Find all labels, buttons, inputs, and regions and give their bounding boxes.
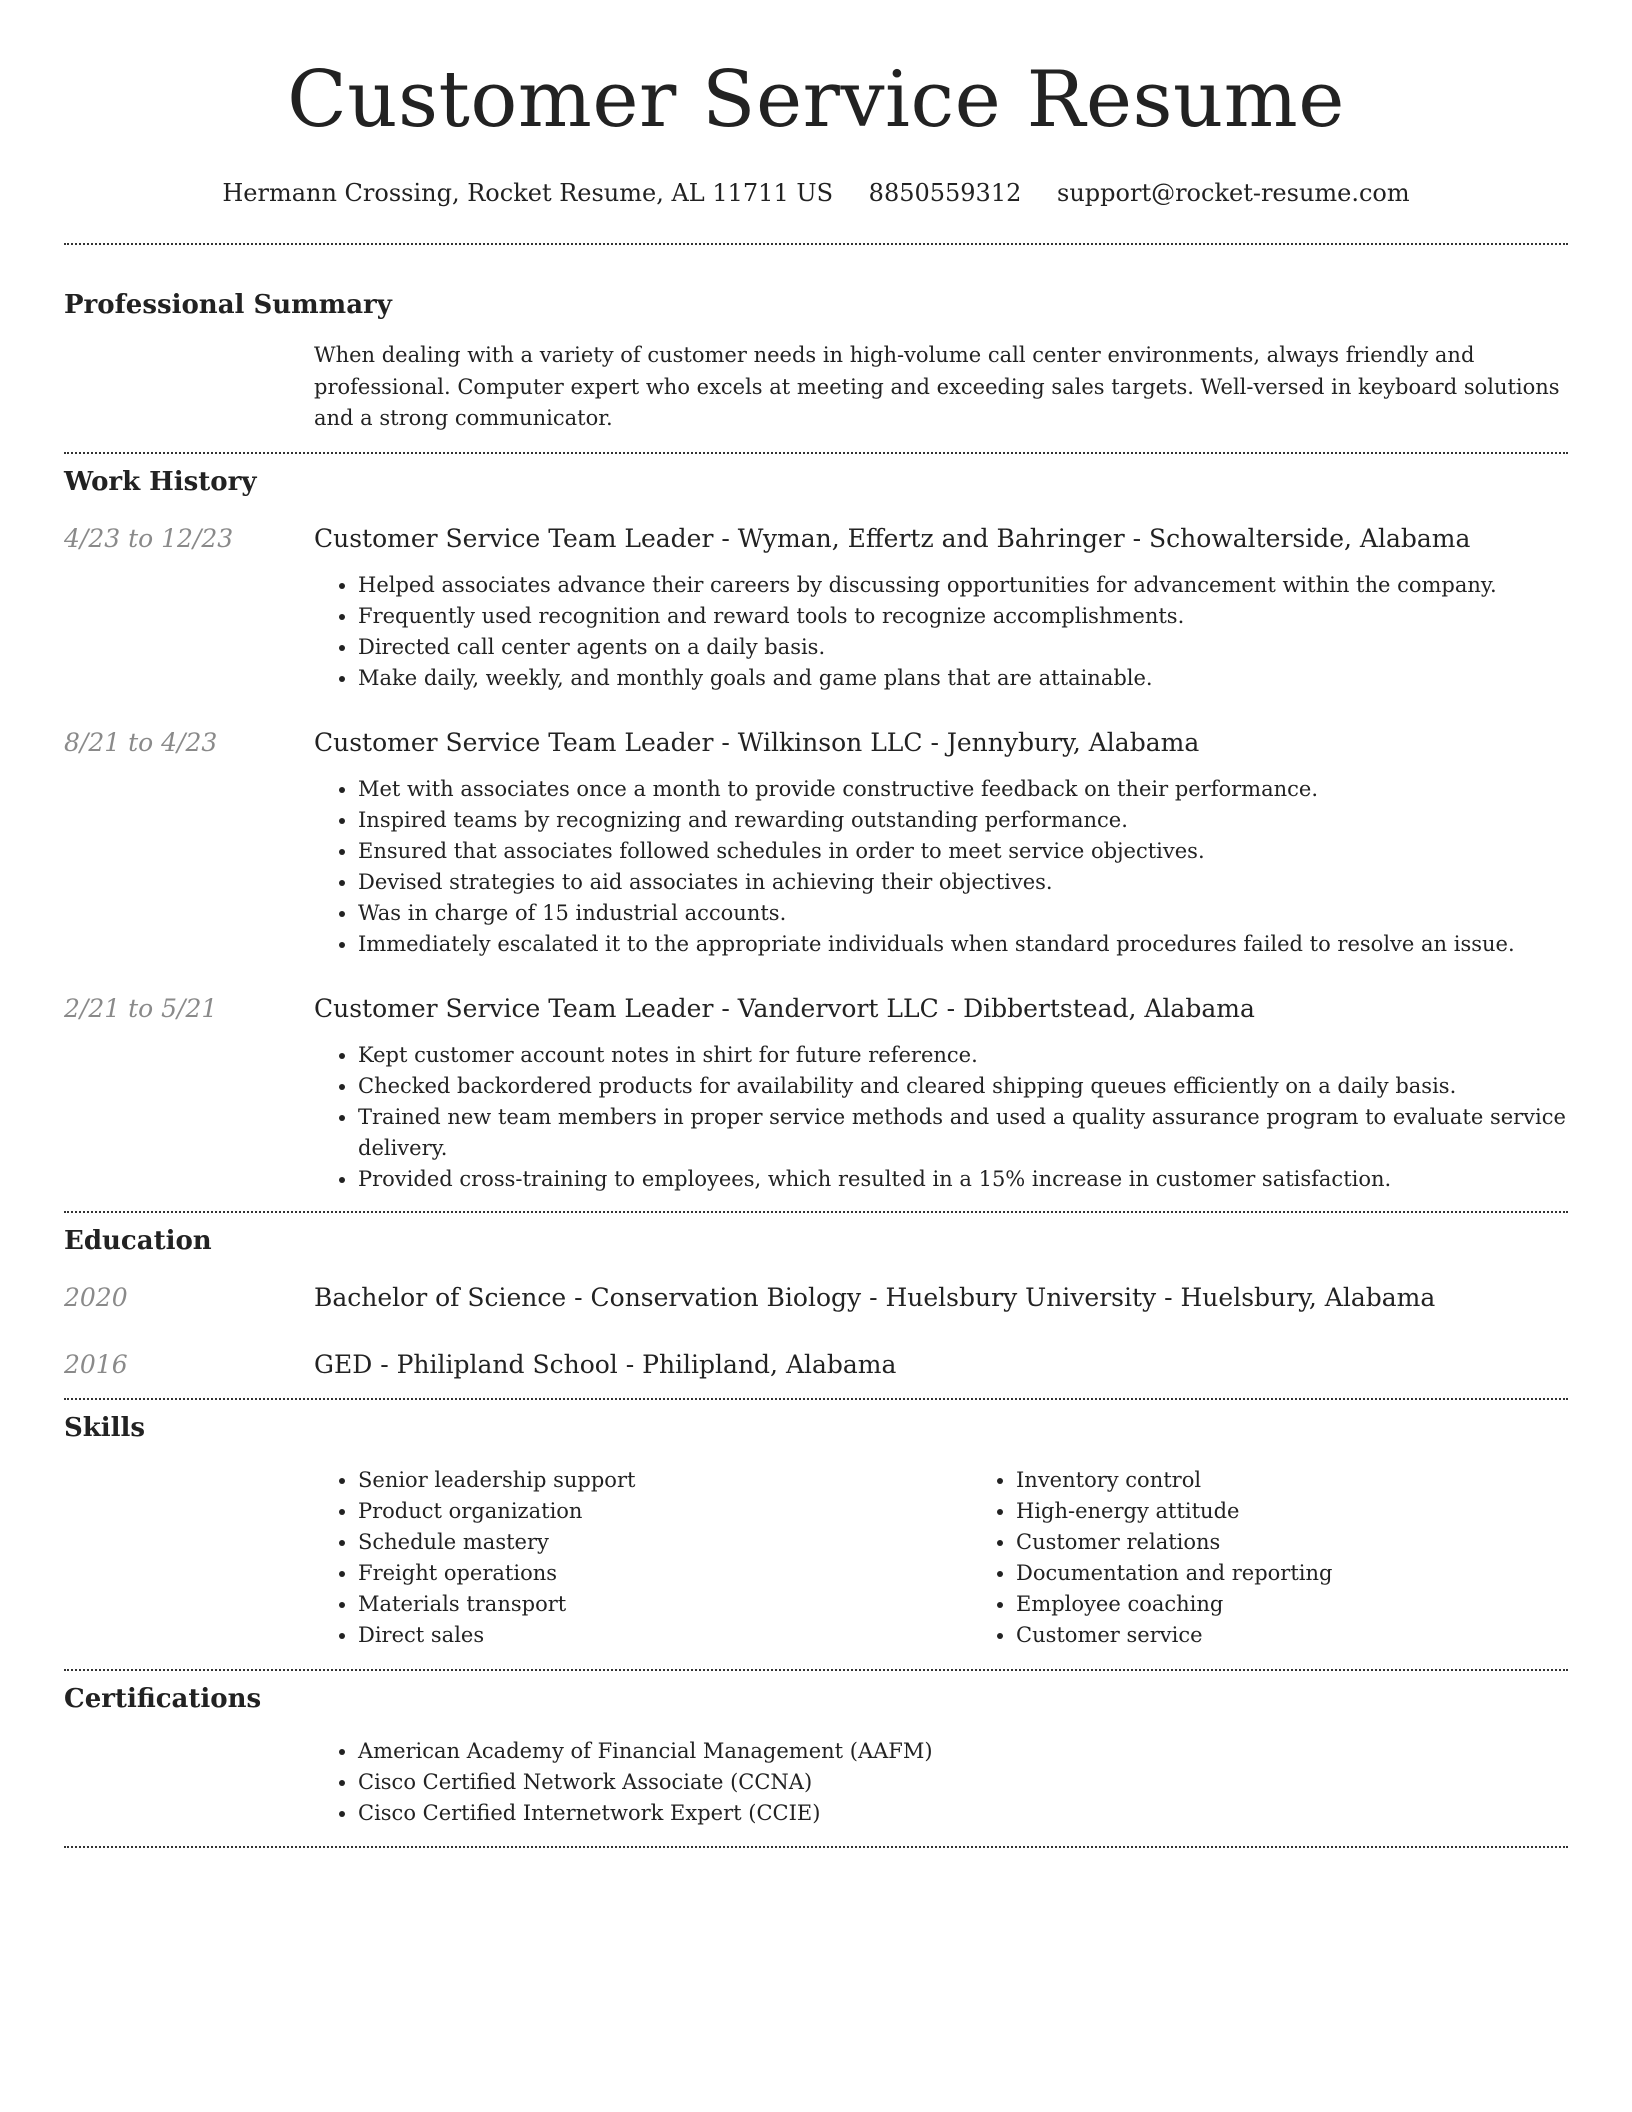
list-item: • High-energy attitude <box>1016 1496 1630 1527</box>
contact-email: support@rocket-resume.com <box>1057 179 1410 207</box>
list-item: • Freight operations <box>358 1558 972 1589</box>
resume-page <box>64 0 1568 1848</box>
page-title: Customer Service Resume <box>287 55 1345 145</box>
job-dates: 4/23 to 12/23 <box>64 523 234 553</box>
divider <box>64 1211 1568 1213</box>
job-entry <box>64 726 1568 960</box>
skills-heading: Skills <box>64 1412 146 1443</box>
job-bullets <box>314 570 1568 694</box>
job-bullets <box>314 774 1568 960</box>
divider <box>64 1846 1568 1848</box>
list-item: • Documentation and reporting <box>1016 1558 1630 1589</box>
list-item: • Employee coaching <box>1016 1589 1630 1620</box>
job-title: Customer Service Team Leader - Wilkinson LLC - Jennybury, Alabama <box>314 727 1200 757</box>
list-item: • Kept customer account notes in shirt for future reference. <box>358 1040 1568 1071</box>
spacer <box>64 340 314 435</box>
list-item: • Direct sales <box>358 1620 972 1651</box>
skills-section <box>64 1411 1568 1651</box>
job-bullets <box>314 1040 1568 1195</box>
list-item: • Trained new team members in proper service methods and used a quality assurance program to evaluate service delivery. <box>358 1102 1568 1164</box>
education-heading: Education <box>64 1225 212 1256</box>
job-entry <box>64 522 1568 694</box>
list-item: • Was in charge of 15 industrial accounts. <box>358 898 1568 929</box>
list-item: • Make daily, weekly, and monthly goals and game plans that are attainable. <box>358 663 1568 694</box>
list-item: • Product organization <box>358 1496 972 1527</box>
list-item: • Devised strategies to aid associates in achieving their objectives. <box>358 867 1568 898</box>
summary-heading: Professional Summary <box>64 290 392 320</box>
divider <box>64 452 1568 454</box>
list-item: • Customer relations <box>1016 1527 1630 1558</box>
certifications-heading: Certifications <box>64 1683 262 1714</box>
education-text: GED - Philipland School - Philipland, Alabama <box>314 1349 897 1379</box>
divider <box>64 243 1568 245</box>
education-year: 2016 <box>64 1349 128 1379</box>
list-item: • Met with associates once a month to provide constructive feedback on their performance. <box>358 774 1568 805</box>
list-item: • Provided cross-training to employees, which resulted in a 15% increase in customer satisfaction. <box>358 1164 1568 1195</box>
certifications-section <box>64 1682 1568 1829</box>
education-section <box>64 1224 1568 1382</box>
list-item: • American Academy of Financial Management (AAFM) <box>358 1736 1568 1767</box>
list-item: • Materials transport <box>358 1589 972 1620</box>
list-item: • Cisco Certified Network Associate (CCNA) <box>358 1767 1568 1798</box>
job-title: Customer Service Team Leader - Wyman, Effertz and Bahringer - Schowalterside, Alabama <box>314 523 1471 553</box>
education-entry <box>64 1281 1568 1315</box>
list-item: • Directed call center agents on a daily basis. <box>358 632 1568 663</box>
list-item: • Ensured that associates followed schedules in order to meet service objectives. <box>358 836 1568 867</box>
job-title: Customer Service Team Leader - Vandervort LLC - Dibbertstead, Alabama <box>314 993 1255 1023</box>
divider <box>64 1398 1568 1400</box>
contact-line <box>64 176 1568 210</box>
work-history-heading: Work History <box>64 466 257 497</box>
list-item: • Schedule mastery <box>358 1527 972 1558</box>
job-dates: 2/21 to 5/21 <box>64 993 218 1023</box>
contact-address: Hermann Crossing, Rocket Resume, AL 11711 US <box>222 179 834 207</box>
skills-list-right <box>972 1465 1630 1651</box>
list-item: • Immediately escalated it to the appropriate individuals when standard procedures failed to resolve an issue. <box>358 929 1568 960</box>
skills-list-left <box>314 1465 972 1651</box>
list-item: • Cisco Certified Internetwork Expert (CCIE) <box>358 1798 1568 1829</box>
spacer <box>64 1465 314 1651</box>
list-item: • Checked backordered products for availability and cleared shipping queues efficiently on a daily basis. <box>358 1071 1568 1102</box>
list-item: • Helped associates advance their careers by discussing opportunities for advancement within the company. <box>358 570 1568 601</box>
list-item: • Customer service <box>1016 1620 1630 1651</box>
job-dates: 8/21 to 4/23 <box>64 727 218 757</box>
list-item: • Senior leadership support <box>358 1465 972 1496</box>
education-text: Bachelor of Science - Conservation Biology - Huelsbury University - Huelsbury, Alabama <box>314 1282 1436 1312</box>
list-item: • Frequently used recognition and reward tools to recognize accomplishments. <box>358 601 1568 632</box>
list-item: • Inspired teams by recognizing and rewarding outstanding performance. <box>358 805 1568 836</box>
contact-phone: 8850559312 <box>868 179 1022 207</box>
work-history-section <box>64 465 1568 1195</box>
spacer <box>64 1736 314 1829</box>
divider <box>64 1669 1568 1671</box>
list-item: • Inventory control <box>1016 1465 1630 1496</box>
certifications-list <box>314 1736 1568 1829</box>
education-year: 2020 <box>64 1282 128 1312</box>
summary-section <box>64 288 1568 435</box>
summary-text: When dealing with a variety of customer needs in high-volume call center environments, always friendly and professional. Computer expert who excels at meeting and exceeding sales targets. Well-versed in keyboard solutions and a strong communicator. <box>314 343 1560 430</box>
education-entry <box>64 1348 1568 1382</box>
job-entry <box>64 992 1568 1195</box>
